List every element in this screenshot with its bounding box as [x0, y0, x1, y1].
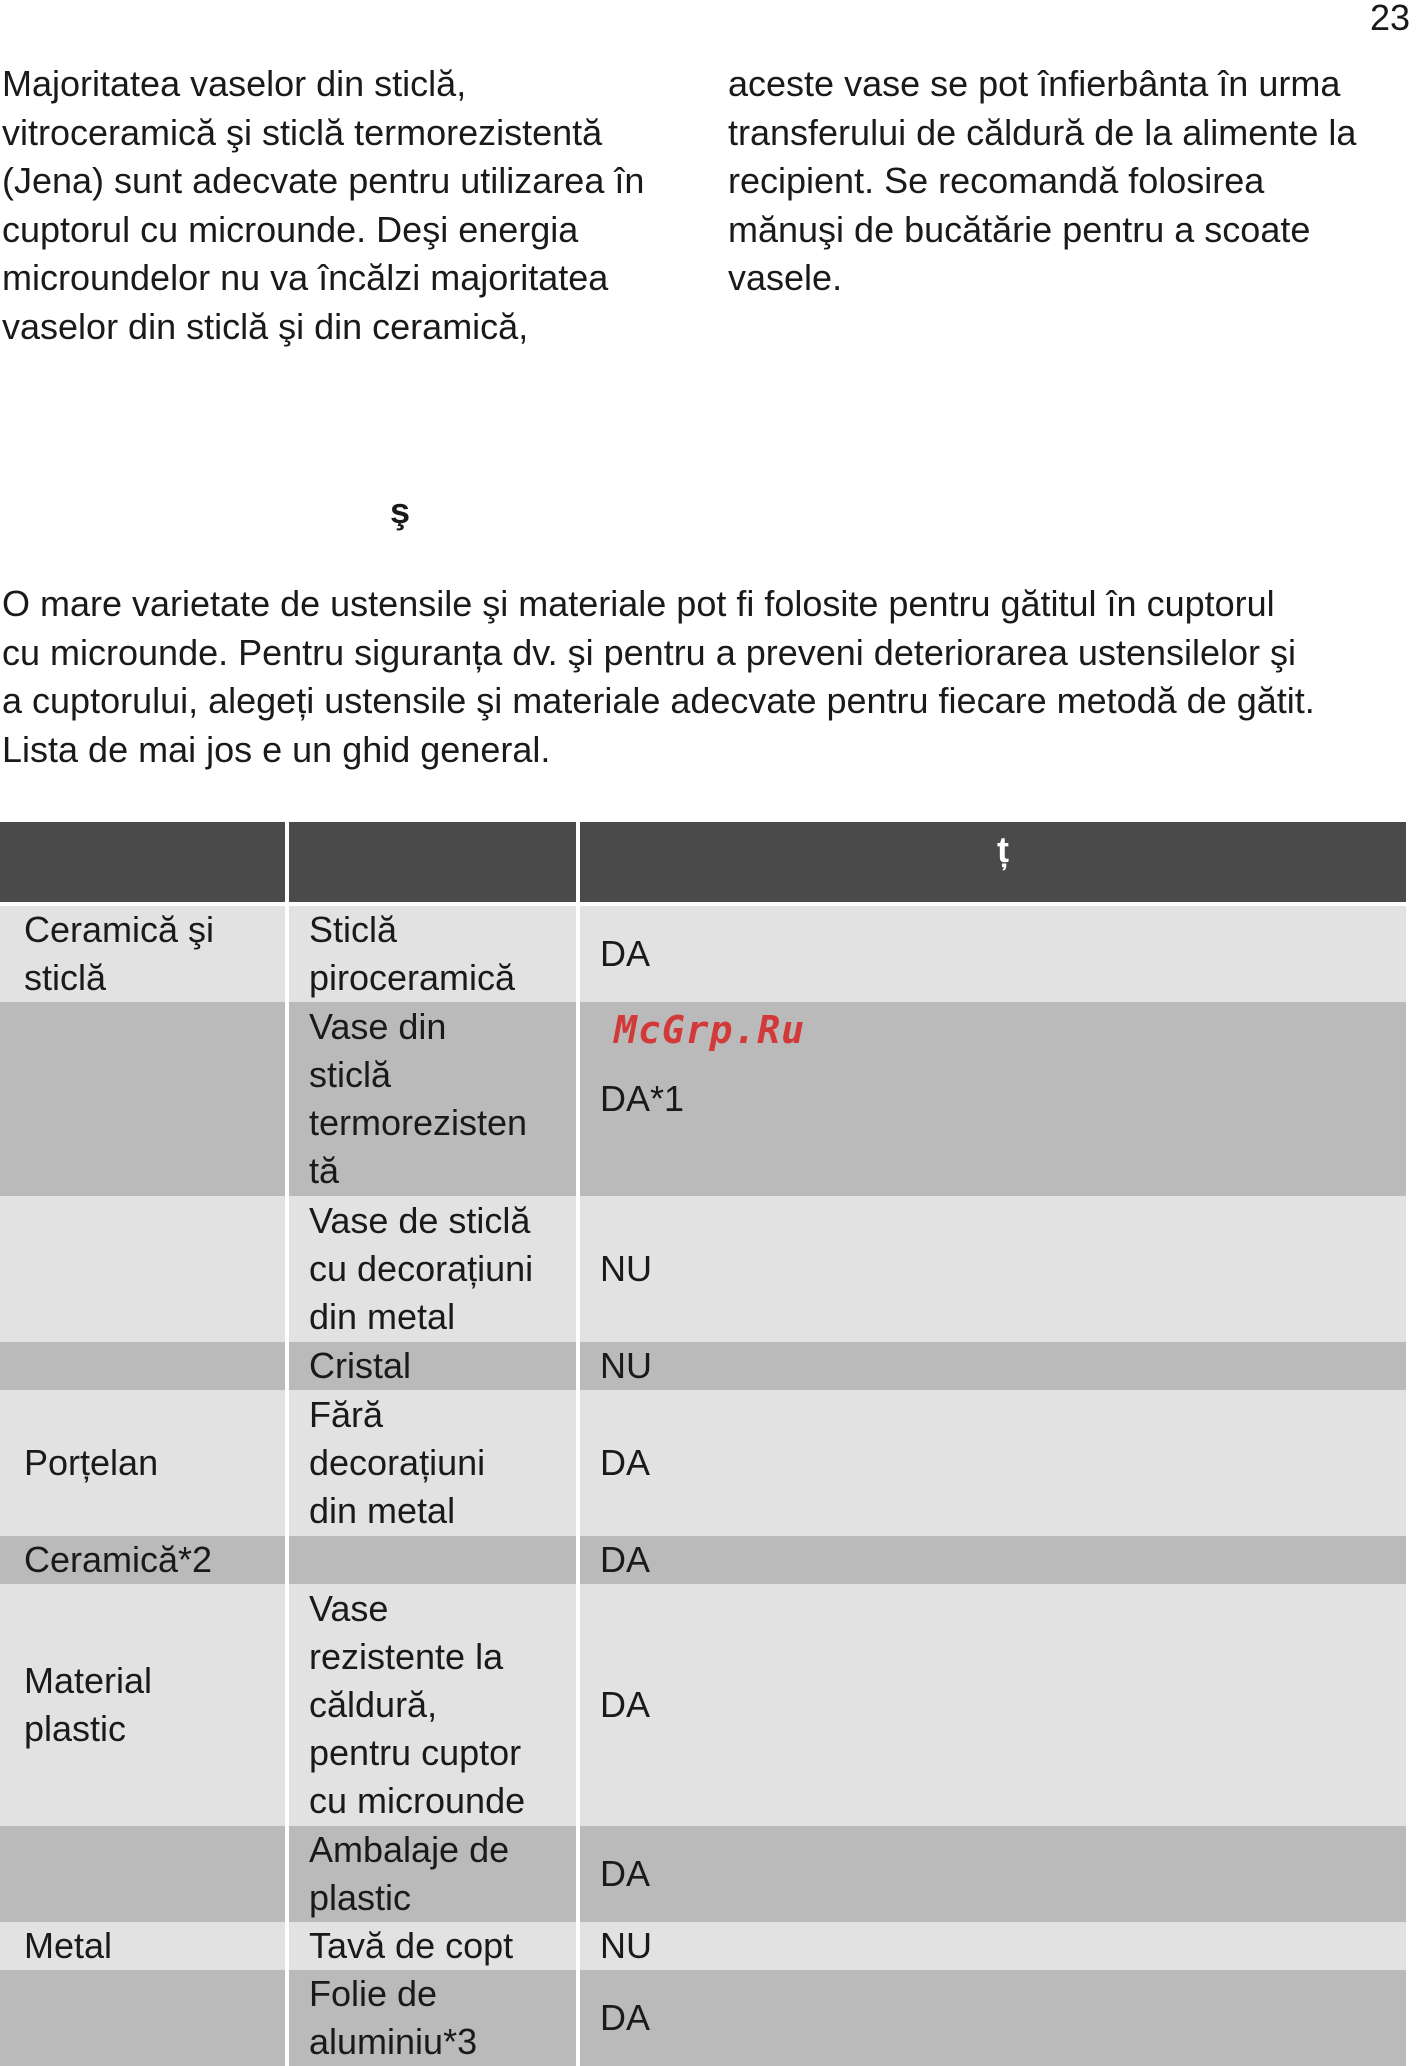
cell-text-line: Vase [309, 1588, 389, 1629]
cell-text-line: rezistente la [309, 1636, 504, 1677]
cell-text-line: căldură, [309, 1684, 438, 1725]
cell-text-line: plastic [309, 1877, 412, 1918]
intro-paragraph [2, 580, 1416, 774]
text-line: (Jena) sunt adecvate pentru utilizarea în [2, 160, 645, 201]
cell-value: DA [600, 1853, 651, 1894]
item-cell [289, 1196, 580, 1342]
cell-value: NU [600, 1925, 652, 1966]
table-row [0, 1922, 1406, 1970]
right-column-paragraph [728, 60, 1416, 303]
text-line: vasele. [728, 257, 843, 298]
cell-text-line: sticlă [309, 1054, 392, 1095]
item-cell [289, 1826, 580, 1922]
value-cell [580, 1536, 1406, 1584]
cell-text-line: Material [24, 1660, 153, 1701]
text-line: cuptorul cu microunde. Deşi energia [2, 208, 579, 250]
header-cell-item [289, 818, 580, 906]
cell-value: DA [600, 1442, 651, 1483]
item-cell [289, 1922, 580, 1970]
table-row [0, 1970, 1406, 2066]
text-line: transferului de căldură de la alimente la [728, 111, 1357, 153]
cell-text-line: pentru cuptor [309, 1732, 522, 1773]
cell-text-line: cu microunde [309, 1780, 526, 1821]
cell-value: DA [600, 1539, 651, 1580]
cell-text-line: Tavă de copt [309, 1925, 514, 1966]
value-cell [580, 1196, 1406, 1342]
material-cell [0, 1196, 289, 1342]
item-cell [289, 1584, 580, 1826]
item-cell [289, 1002, 580, 1196]
material-cell [0, 1002, 289, 1196]
text-line: cu microunde. Pentru siguranța dv. şi pentru a preveni deteriorarea ustensilelor şi [2, 631, 1297, 673]
text-line: vitroceramică şi sticlă termorezistentă [2, 111, 603, 153]
item-cell [289, 1342, 580, 1390]
header-cell-value: ț [580, 818, 1406, 906]
material-cell [0, 1970, 289, 2066]
cell-text-line: Ambalaje de [309, 1829, 510, 1870]
cell-text-line: Fără [309, 1394, 384, 1435]
text-line: Lista de mai jos e un ghid general. [2, 728, 551, 770]
material-cell [0, 1584, 289, 1826]
text-line: a cuptorului, alegeți ustensile şi materiale adecvate pentru fiecare metodă de gătit. [2, 680, 1315, 721]
cell-value: NU [600, 1248, 652, 1289]
value-cell [580, 1922, 1406, 1970]
table-row [0, 1390, 1406, 1536]
text-line: O mare varietate de ustensile şi materiale pot fi folosite pentru gătitul în cuptorul [2, 583, 1275, 624]
cell-text-line: tă [309, 1150, 340, 1191]
value-cell [580, 1826, 1406, 1922]
cell-text-line: Cristal [309, 1345, 412, 1386]
watermark-text: McGrp.Ru [614, 1008, 806, 1052]
left-column-paragraph [2, 60, 702, 351]
value-cell [580, 1342, 1406, 1390]
material-cell [0, 1390, 289, 1536]
cell-text-line: cu decorațiuni [309, 1248, 534, 1289]
page-number: 23 [1369, 0, 1410, 38]
cell-text-line: Ceramică*2 [24, 1539, 213, 1580]
cell-value: DA*1 [600, 1078, 685, 1119]
cookware-table [0, 818, 1406, 2066]
header-cell-material [0, 818, 289, 906]
table-row [0, 1342, 1406, 1390]
text-line: aceste vase se pot înfierbânta în urma [728, 63, 1341, 104]
text-line: mănuşi de bucătărie pentru a scoate [728, 208, 1311, 250]
cell-text-line: Vase de sticlă [309, 1200, 531, 1241]
cell-text-line: plastic [24, 1708, 127, 1749]
cell-text-line: Folie de [309, 1973, 438, 2014]
text-line: vaselor din sticlă şi din ceramică, [2, 305, 529, 347]
table-row [0, 1826, 1406, 1922]
cell-text-line: piroceramică [309, 957, 516, 998]
text-line: recipient. Se recomandă folosirea [728, 160, 1265, 201]
section-heading: ş [390, 490, 411, 531]
cell-text-line: sticlă [24, 957, 107, 998]
value-cell [580, 1970, 1406, 2066]
material-cell [0, 1922, 289, 1970]
material-cell [0, 1342, 289, 1390]
text-line: microundelor nu va încălzi majoritatea [2, 257, 609, 298]
cell-text-line: Porțelan [24, 1442, 159, 1483]
cell-text-line: Metal [24, 1925, 113, 1966]
item-cell [289, 1536, 580, 1584]
cell-text-line: din metal [309, 1490, 456, 1531]
value-cell [580, 1390, 1406, 1536]
cell-text-line: decorațiuni [309, 1442, 486, 1483]
material-cell [0, 1826, 289, 1922]
cell-value: NU [600, 1345, 652, 1386]
table-row [0, 1584, 1406, 1826]
item-cell [289, 906, 580, 1002]
cell-text-line: Vase din [309, 1006, 447, 1047]
cell-text-line: din metal [309, 1296, 456, 1337]
table-row [0, 906, 1406, 1002]
material-cell [0, 906, 289, 1002]
cell-value: DA [600, 933, 651, 974]
material-cell [0, 1536, 289, 1584]
cell-text-line: Sticlă [309, 909, 398, 950]
cell-text-line: Ceramică şi [24, 909, 215, 950]
value-cell [580, 1584, 1406, 1826]
cell-text-line: aluminiu*3 [309, 2021, 478, 2062]
cell-value: DA [600, 1684, 651, 1725]
value-cell [580, 906, 1406, 1002]
table-row [0, 1196, 1406, 1342]
table-row [0, 1536, 1406, 1584]
cell-value: DA [600, 1997, 651, 2038]
item-cell [289, 1390, 580, 1536]
text-line: Majoritatea vaselor din sticlă, [2, 63, 467, 104]
two-column-text [2, 60, 1414, 360]
table-header-row [0, 818, 1406, 906]
cell-text-line: termorezisten [309, 1102, 528, 1143]
item-cell [289, 1970, 580, 2066]
